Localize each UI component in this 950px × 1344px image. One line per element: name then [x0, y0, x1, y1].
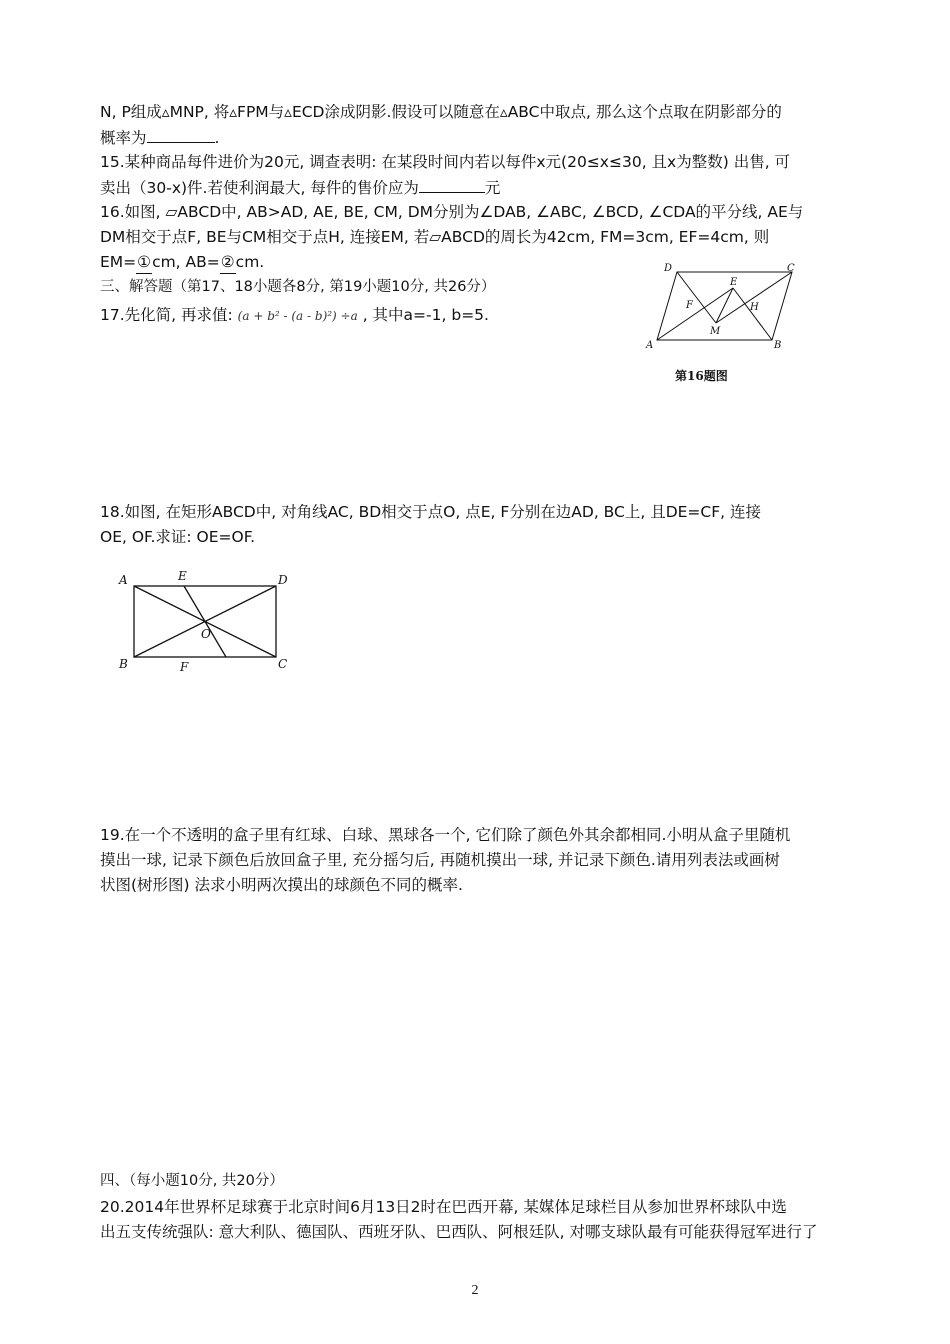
section4-heading: 四、（每小题10分, 共20分）	[100, 1173, 284, 1189]
q16-em-label: EM=	[100, 253, 137, 271]
q15-answer-blank	[419, 176, 485, 193]
q18-line2: OE, OF.求证: OE=OF.	[100, 528, 256, 546]
q16-blank-2: ②	[220, 251, 236, 274]
q18-label-f: F	[180, 660, 189, 674]
q19-line2: 摸出一球, 记录下颜色后放回盒子里, 充分摇匀后, 再随机摸出一球, 并记录下颜色.请用列表法或画树	[100, 851, 780, 869]
q17-pre: 17.先化简, 再求值:	[100, 306, 233, 324]
segment-eof	[184, 586, 226, 657]
q16-line2: DM相交于点F, BE与CM相交于点H, 连接EM, 若▱ABCD的周长为42cm, FM=3cm, EF=4cm, 则	[100, 228, 770, 246]
q17-post: , 其中a=-1, b=5.	[362, 306, 489, 324]
q14-line1: N, P组成▵MNP, 将▵FPM与▵ECD涂成阴影.假设可以随意在▵ABC中取点, 那么这个点取在阴影部分的	[100, 103, 782, 121]
q16-line3	[100, 251, 264, 274]
q18-label-o: O	[201, 627, 211, 641]
q14-line2-post: .	[214, 129, 220, 147]
q18-label-c: C	[278, 657, 288, 671]
q20-line2: 出五支传统强队: 意大利队、德国队、西班牙队、巴西队、阿根廷队, 对哪支球队最有可能获得冠军进行了	[100, 1223, 818, 1241]
q18-label-b: B	[119, 657, 128, 671]
q16-label-m: M	[710, 326, 721, 337]
q16-caption: 第16题图	[675, 369, 728, 383]
q17-line	[100, 304, 489, 327]
q14-answer-blank	[147, 126, 215, 143]
q16-figure	[640, 262, 810, 352]
q16-label-h: H	[750, 302, 759, 313]
q18-label-a: A	[119, 573, 128, 587]
segment-be	[733, 288, 772, 340]
q16-label-d: D	[664, 263, 673, 274]
q16-label-f: F	[686, 300, 693, 311]
page-number: 2	[471, 1283, 479, 1298]
q17-formula: (a + b² - (a - b)²) ÷a	[237, 309, 358, 323]
q18-label-e: E	[178, 569, 187, 583]
q16-label-a: A	[646, 340, 654, 351]
q16-tail: cm.	[235, 253, 265, 271]
q14-line2-pre: 概率为	[100, 129, 147, 147]
q19-line1: 19.在一个不透明的盒子里有红球、白球、黑球各一个, 它们除了颜色外其余都相同.小明从盒子里随机	[100, 826, 791, 844]
q15-line2	[100, 176, 500, 199]
q20-line1: 20.2014年世界杯足球赛于北京时间6月13日2时在巴西开幕, 某媒体足球栏目从参加世界杯球队中选	[100, 1198, 787, 1216]
q18-figure	[112, 566, 302, 676]
q16-line1: 16.如图, ▱ABCD中, AB>AD, AE, BE, CM, DM分别为∠DAB, ∠ABC, ∠BCD, ∠CDA的平分线, AE与	[100, 203, 804, 221]
q19-line3: 状图(树形图) 法求小明两次摸出的球颜色不同的概率.	[100, 876, 463, 894]
q16-label-b: B	[774, 340, 782, 351]
q16-ab-label: cm, AB=	[152, 253, 220, 271]
segment-dm	[677, 272, 716, 323]
q14-line2	[100, 126, 219, 149]
q15-line2-pre: 卖出（30-x)件.若使利润最大, 每件的售价应为	[100, 179, 419, 197]
q18-line1: 18.如图, 在矩形ABCD中, 对角线AC, BD相交于点O, 点E, F分别在边AD, BC上, 且DE=CF, 连接	[100, 503, 762, 521]
q16-label-c: C	[787, 263, 795, 274]
q16-label-e: E	[730, 277, 738, 288]
q18-label-d: D	[278, 573, 288, 587]
q15-line2-post: 元	[484, 179, 501, 197]
q15-line1: 15.某种商品每件进价为20元, 调查表明: 在某段时间内若以每件x元(20≤x≤30, 且x为整数) 出售, 可	[100, 153, 791, 171]
q16-blank-1: ①	[136, 251, 152, 274]
section3-heading: 三、解答题（第17、18小题各8分, 第19小题10分, 共26分）	[100, 279, 496, 295]
